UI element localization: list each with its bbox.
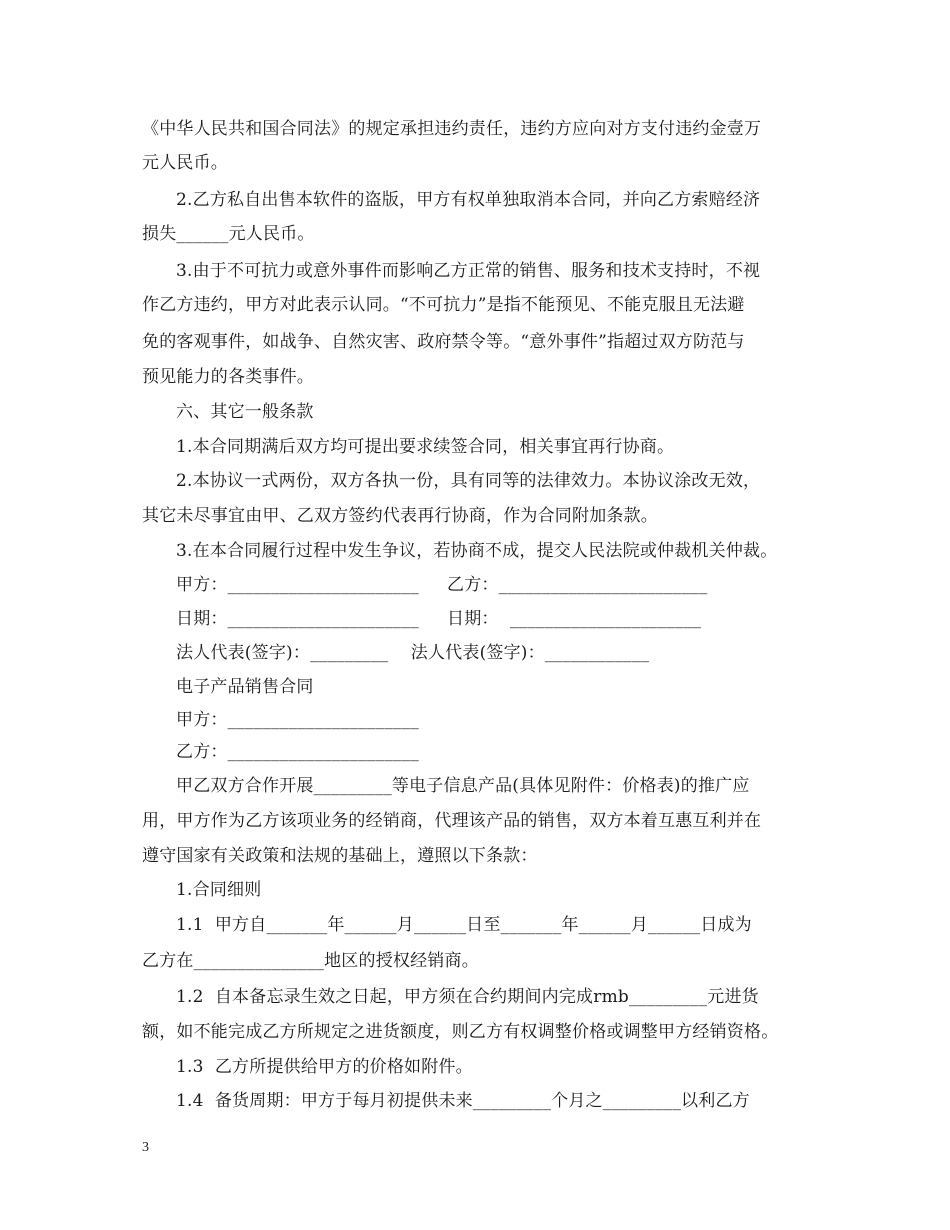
text-line: 1.本合同期满后双方均可提出要求续签合同，相关事宜再行协商。 bbox=[176, 437, 675, 457]
text-line: 预见能力的各类事件。 bbox=[142, 367, 314, 387]
text-line: 《中华人民共和国合同法》的规定承担违约责任，违约方应向对方支付违约金壹万 bbox=[142, 119, 762, 139]
text-line: 2.本协议一式两份，双方各执一份，具有同等的法律效力。本协议涂改无效， bbox=[176, 471, 761, 491]
clause-line: 1.4 备货周期：甲方于每月初提供未来_________个月之_________以利乙方 bbox=[176, 1091, 750, 1111]
text-line: 免的客观事件，如战争、自然灾害、政府禁令等。“意外事件”指超过双方防范与 bbox=[142, 332, 745, 352]
text-line: 损失______元人民币。 bbox=[142, 224, 315, 244]
text-line: 3.由于不可抗力或意外事件而影响乙方正常的销售、服务和技术支持时，不视 bbox=[176, 261, 761, 281]
clause-line: 额，如不能完成乙方所规定之进货额度，则乙方有权调整价格或调整甲方经销资格。 bbox=[142, 1022, 779, 1042]
page-number: 3 bbox=[142, 1140, 149, 1155]
clause-line: 1.1 甲方自_______年______月______日至_______年______月______日成为 bbox=[176, 915, 752, 935]
text-line: 遵守国家有关政策和法规的基础上，遵照以下条款： bbox=[142, 846, 538, 866]
text-line: 2.乙方私自出售本软件的盗版，甲方有权单独取消本合同，并向乙方索赔经济 bbox=[176, 190, 761, 210]
text-line: 元人民币。 bbox=[142, 153, 228, 173]
contract-title: 电子产品销售合同 bbox=[176, 677, 314, 697]
party-a-line: 甲方：______________________ bbox=[176, 710, 419, 730]
section-heading: 六、其它一般条款 bbox=[176, 402, 314, 422]
section-heading: 1.合同细则 bbox=[176, 880, 262, 900]
text-line: 作乙方违约，甲方对此表示认同。“不可抗力”是指不能预见、不能克服且无法避 bbox=[142, 295, 745, 315]
text-line: 其它未尽事宜由甲、乙双方签约代表再行协商，作为合同附加条款。 bbox=[142, 506, 658, 526]
date-line: 日期：______________________ 日期： ______________________ bbox=[176, 609, 702, 629]
signature-line: 甲方：______________________ 乙方：________________________ bbox=[176, 575, 708, 595]
clause-line: 乙方在_______________地区的授权经销商。 bbox=[142, 951, 479, 971]
text-line: 甲乙双方合作开展_________等电子信息产品(具体见附件：价格表)的推广应 bbox=[176, 776, 750, 796]
text-line: 3.在本合同履行过程中发生争议，若协商不成，提交人民法院或仲裁机关仲裁。 bbox=[176, 541, 778, 561]
party-b-line: 乙方：______________________ bbox=[176, 742, 419, 762]
clause-line: 1.2 自本备忘录生效之日起，甲方须在合约期间内完成rmb_________元进货 bbox=[176, 987, 759, 1007]
legal-rep-line: 法人代表(签字)：_________ 法人代表(签字)：____________ bbox=[176, 643, 650, 663]
text-line: 用，甲方作为乙方该项业务的经销商，代理该产品的销售，双方本着互惠互利并在 bbox=[142, 811, 762, 831]
clause-line: 1.3 乙方所提供给甲方的价格如附件。 bbox=[176, 1057, 473, 1077]
